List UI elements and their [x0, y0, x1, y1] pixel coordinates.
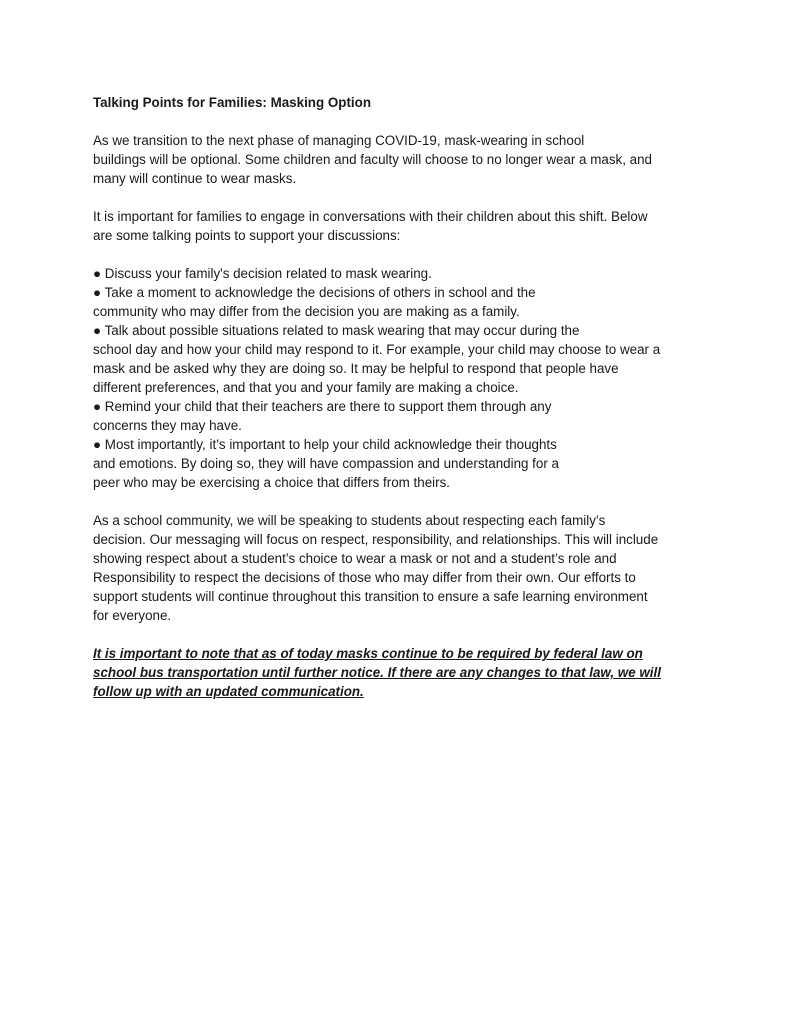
list-item-continuation: different preferences, and that you and your family are making a choice. [93, 380, 519, 395]
community-line: Responsibility to respect the decisions of those who may differ from their own. Our efforts to [93, 570, 636, 585]
importance-line: are some talking points to support your discussions: [93, 228, 401, 243]
notice-line: school bus transportation until further notice. If there are any changes to that law, we will [93, 665, 661, 680]
intro-line: many will continue to wear masks. [93, 171, 297, 186]
notice-line: It is important to note that as of today masks continue to be required by federal law on [93, 646, 643, 661]
document-body [93, 93, 713, 701]
list-item-continuation: concerns they may have. [93, 418, 242, 433]
bus-mask-notice [93, 644, 713, 701]
spacer [93, 245, 713, 264]
intro-paragraph [93, 131, 713, 188]
community-paragraph [93, 511, 713, 625]
intro-line: buildings will be optional. Some children and faculty will choose to no longer wear a mask, and [93, 152, 653, 167]
list-item-continuation: peer who may be exercising a choice that differs from theirs. [93, 475, 451, 490]
spacer [93, 625, 713, 644]
list-item: ● Most importantly, it’s important to help your child acknowledge their thoughts [93, 437, 557, 452]
list-item: ● Remind your child that their teachers are there to support them through any [93, 399, 552, 414]
list-item-continuation: mask and be asked why they are doing so. It may be helpful to respond that people have [93, 361, 619, 376]
community-line: support students will continue throughout this transition to ensure a safe learning environment [93, 589, 648, 604]
community-line: As a school community, we will be speaking to students about respecting each family’s [93, 513, 606, 528]
spacer [93, 112, 713, 131]
importance-line: It is important for families to engage in conversations with their children about this shift. Below [93, 209, 648, 224]
importance-paragraph [93, 207, 713, 245]
spacer [93, 492, 713, 511]
spacer [93, 188, 713, 207]
list-item: ● Discuss your family's decision related to mask wearing. [93, 266, 432, 281]
community-line: showing respect about a student’s choice to wear a mask or not and a student’s role and [93, 551, 617, 566]
list-item-continuation: and emotions. By doing so, they will have compassion and understanding for a [93, 456, 559, 471]
community-line: for everyone. [93, 608, 172, 623]
list-item-continuation: school day and how your child may respond to it. For example, your child may choose to wear a [93, 342, 661, 357]
list-item: ● Talk about possible situations related to mask wearing that may occur during the [93, 323, 580, 338]
intro-line: As we transition to the next phase of managing COVID-19, mask-wearing in school [93, 133, 585, 148]
notice-line: follow up with an updated communication. [93, 684, 364, 699]
list-item: ● Take a moment to acknowledge the decisions of others in school and the [93, 285, 536, 300]
community-line: decision. Our messaging will focus on respect, responsibility, and relationships. This will include [93, 532, 659, 547]
talking-points-list [93, 264, 713, 492]
document-title: Talking Points for Families: Masking Option [93, 95, 372, 110]
list-item-continuation: community who may differ from the decision you are making as a family. [93, 304, 520, 319]
